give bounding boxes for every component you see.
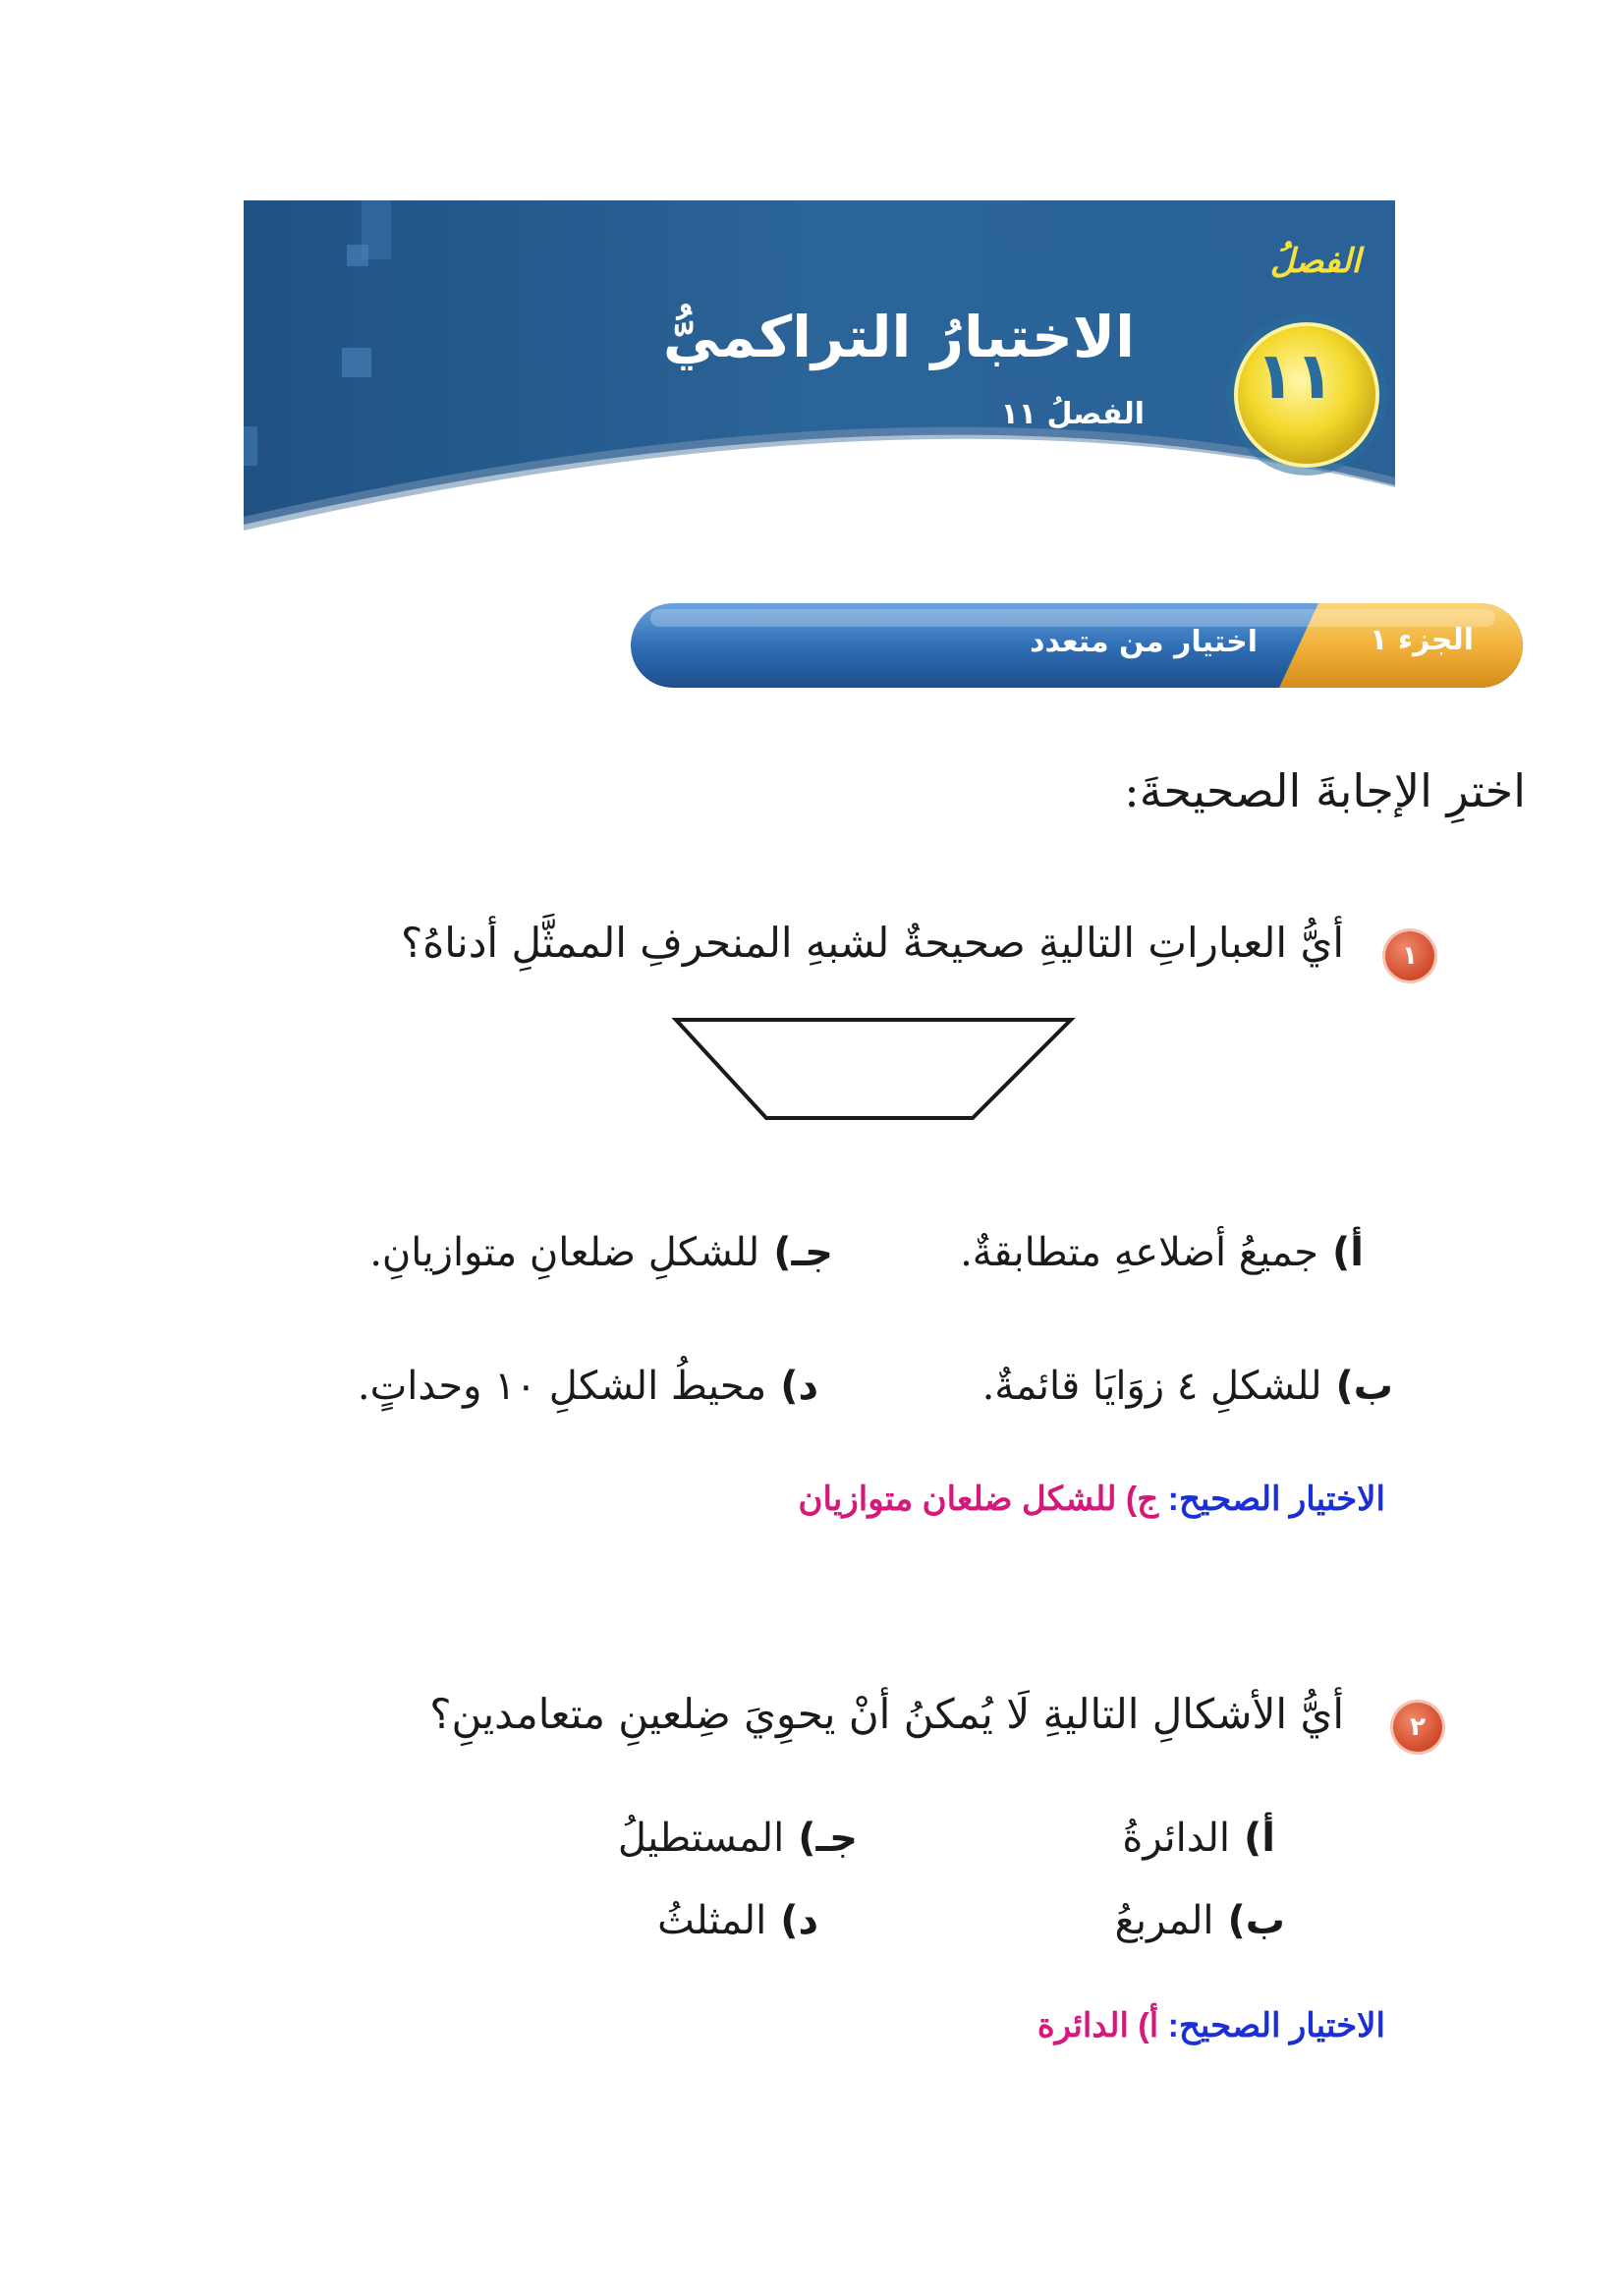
page-title: الاختبارُ التراكميُّ <box>662 304 1135 370</box>
question-2-number: ٢ <box>1393 1703 1442 1752</box>
chapter-badge-label: الفصلُ <box>1269 242 1361 281</box>
option-text: للشكلِ ضلعانِ متوازيانِ. <box>369 1230 760 1275</box>
question-2-option-d[interactable] <box>657 1898 818 1943</box>
option-letter: د) <box>780 1898 818 1943</box>
question-1-option-c[interactable] <box>369 1230 833 1275</box>
answer-value: ج) للشكل ضلعان متوازيان <box>798 1481 1159 1518</box>
part-label: الجزء ١ <box>1370 623 1474 657</box>
option-text: جميعُ أضلاعهِ متطابقةٌ. <box>960 1230 1318 1275</box>
option-letter: جـ) <box>773 1230 833 1275</box>
section-pill <box>631 601 1523 692</box>
option-letter: ب) <box>1227 1898 1285 1943</box>
option-letter: جـ) <box>798 1816 858 1861</box>
trapezoid-shape <box>676 1020 1071 1118</box>
option-text: المثلثُ <box>657 1898 767 1943</box>
part-title: اختيار من متعدد <box>1030 625 1258 659</box>
question-2-option-a[interactable] <box>1122 1816 1275 1861</box>
question-1-answer <box>799 1480 1385 1519</box>
option-text: للشكلِ ٤ زوَايَا قائمةٌ. <box>981 1364 1322 1409</box>
option-text: المربعُ <box>1114 1898 1214 1943</box>
answer-value: أ) الدائرة <box>1036 2007 1159 2044</box>
option-letter: أ) <box>1244 1816 1275 1861</box>
question-2-option-c[interactable] <box>618 1816 858 1861</box>
answer-label: الاختيار الصحيح: <box>1167 2007 1385 2044</box>
instruction: اخترِ الإجابةَ الصحيحةَ: <box>1124 764 1526 817</box>
question-2-text: أيُّ الأشكالِ التاليةِ لَا يُمكنُ أنْ يحوِيَ ضِلعينِ متعامدينِ؟ <box>429 1690 1344 1738</box>
option-text: الدائرةُ <box>1122 1816 1230 1861</box>
trapezoid-figure <box>668 1012 1081 1128</box>
question-1-option-b[interactable] <box>982 1364 1393 1409</box>
answer-label: الاختيار الصحيح: <box>1167 1481 1385 1518</box>
question-1-option-d[interactable] <box>358 1364 818 1409</box>
page-subtitle: الفصلُ ١١ <box>1000 397 1145 431</box>
question-2-option-b[interactable] <box>1115 1898 1285 1943</box>
option-letter: ب) <box>1335 1364 1393 1409</box>
question-1-text: أيُّ العباراتِ التاليةِ صحيحةٌ لشبهِ المنحرفِ الممثَّلِ أدناهُ؟ <box>400 919 1344 967</box>
option-letter: أ) <box>1332 1230 1364 1275</box>
chapter-banner <box>244 200 1395 538</box>
question-1-number: ١ <box>1385 931 1434 980</box>
question-1-option-a[interactable] <box>960 1230 1364 1275</box>
question-2-answer <box>1037 2006 1385 2045</box>
option-text: المستطيلُ <box>617 1816 785 1861</box>
option-text: محيطُ الشكلِ ١٠ وحداتٍ. <box>357 1364 767 1409</box>
option-letter: د) <box>780 1364 818 1409</box>
chapter-badge-number: ١١ <box>1255 338 1335 414</box>
